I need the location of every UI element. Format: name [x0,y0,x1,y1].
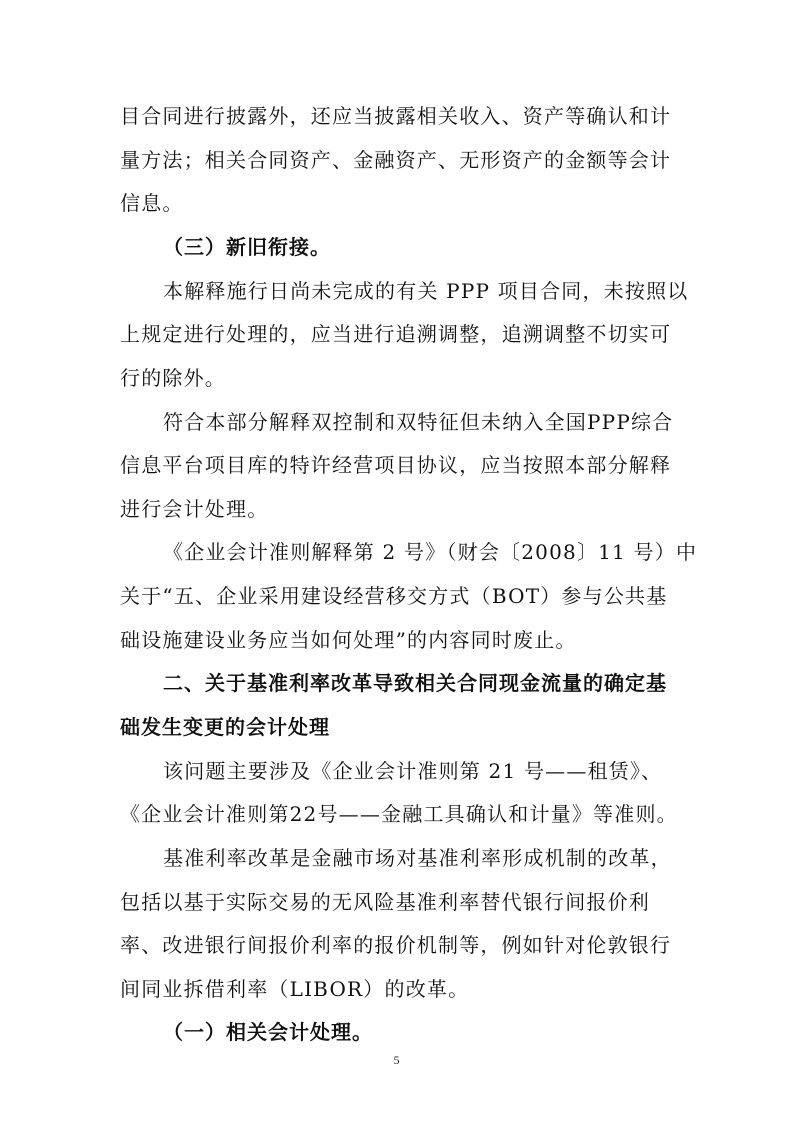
paragraph-line: 信息。 [120,191,184,215]
paragraph-line: 该问题主要涉及《企业会计准则第 21 号——租赁》、 [163,759,663,783]
paragraph-line: 信息平台项目库的特许经营项目协议，应当按照本部分解释 [120,453,672,477]
page-number: 5 [393,1053,400,1067]
paragraph-line: 《企业会计准则第22号——金融工具确认和计量》等准则。 [120,802,678,826]
section-heading: 二、关于基准利率改革导致相关合同现金流量的确定基 [163,671,667,695]
section-heading: （一）相关会计处理。 [163,1020,373,1044]
paragraph-line: 《企业会计准则解释第 2 号》（财会〔2008〕11 号）中 [163,540,698,564]
paragraph-line: 上规定进行处理的，应当进行追溯调整，追溯调整不切实可 [120,322,672,346]
paragraph-line: 符合本部分解释双控制和双特征但未纳入全国PPP综合 [163,410,674,434]
paragraph-line: 目合同进行披露外，还应当披露相关收入、资产等确认和计 [120,104,672,128]
paragraph-line: 关于“五、企业采用建设经营移交方式（BOT）参与公共基 [120,584,668,608]
paragraph-line: 础设施建设业务应当如何处理”的内容同时废止。 [120,628,577,652]
paragraph-line: 间同业拆借利率（LIBOR）的改革。 [120,977,470,1001]
paragraph-line: 行的除外。 [120,366,226,390]
paragraph-line: 包括以基于实际交易的无风险基准利率替代银行间报价利 [120,890,650,914]
paragraph-line: 本解释施行日尚未完成的有关 PPP 项目合同，未按照以 [163,279,689,303]
paragraph-line: 基准利率改革是金融市场对基准利率形成机制的改革， [163,846,672,870]
paragraph-line: 量方法；相关合同资产、金融资产、无形资产的金额等会计 [120,148,672,172]
section-heading: （三）新旧衔接。 [163,235,331,259]
paragraph-line: 进行会计处理。 [120,497,269,521]
paragraph-line: 率、改进银行间报价利率的报价机制等，例如针对伦敦银行 [120,933,672,957]
section-heading: 础发生变更的会计处理 [120,715,330,739]
